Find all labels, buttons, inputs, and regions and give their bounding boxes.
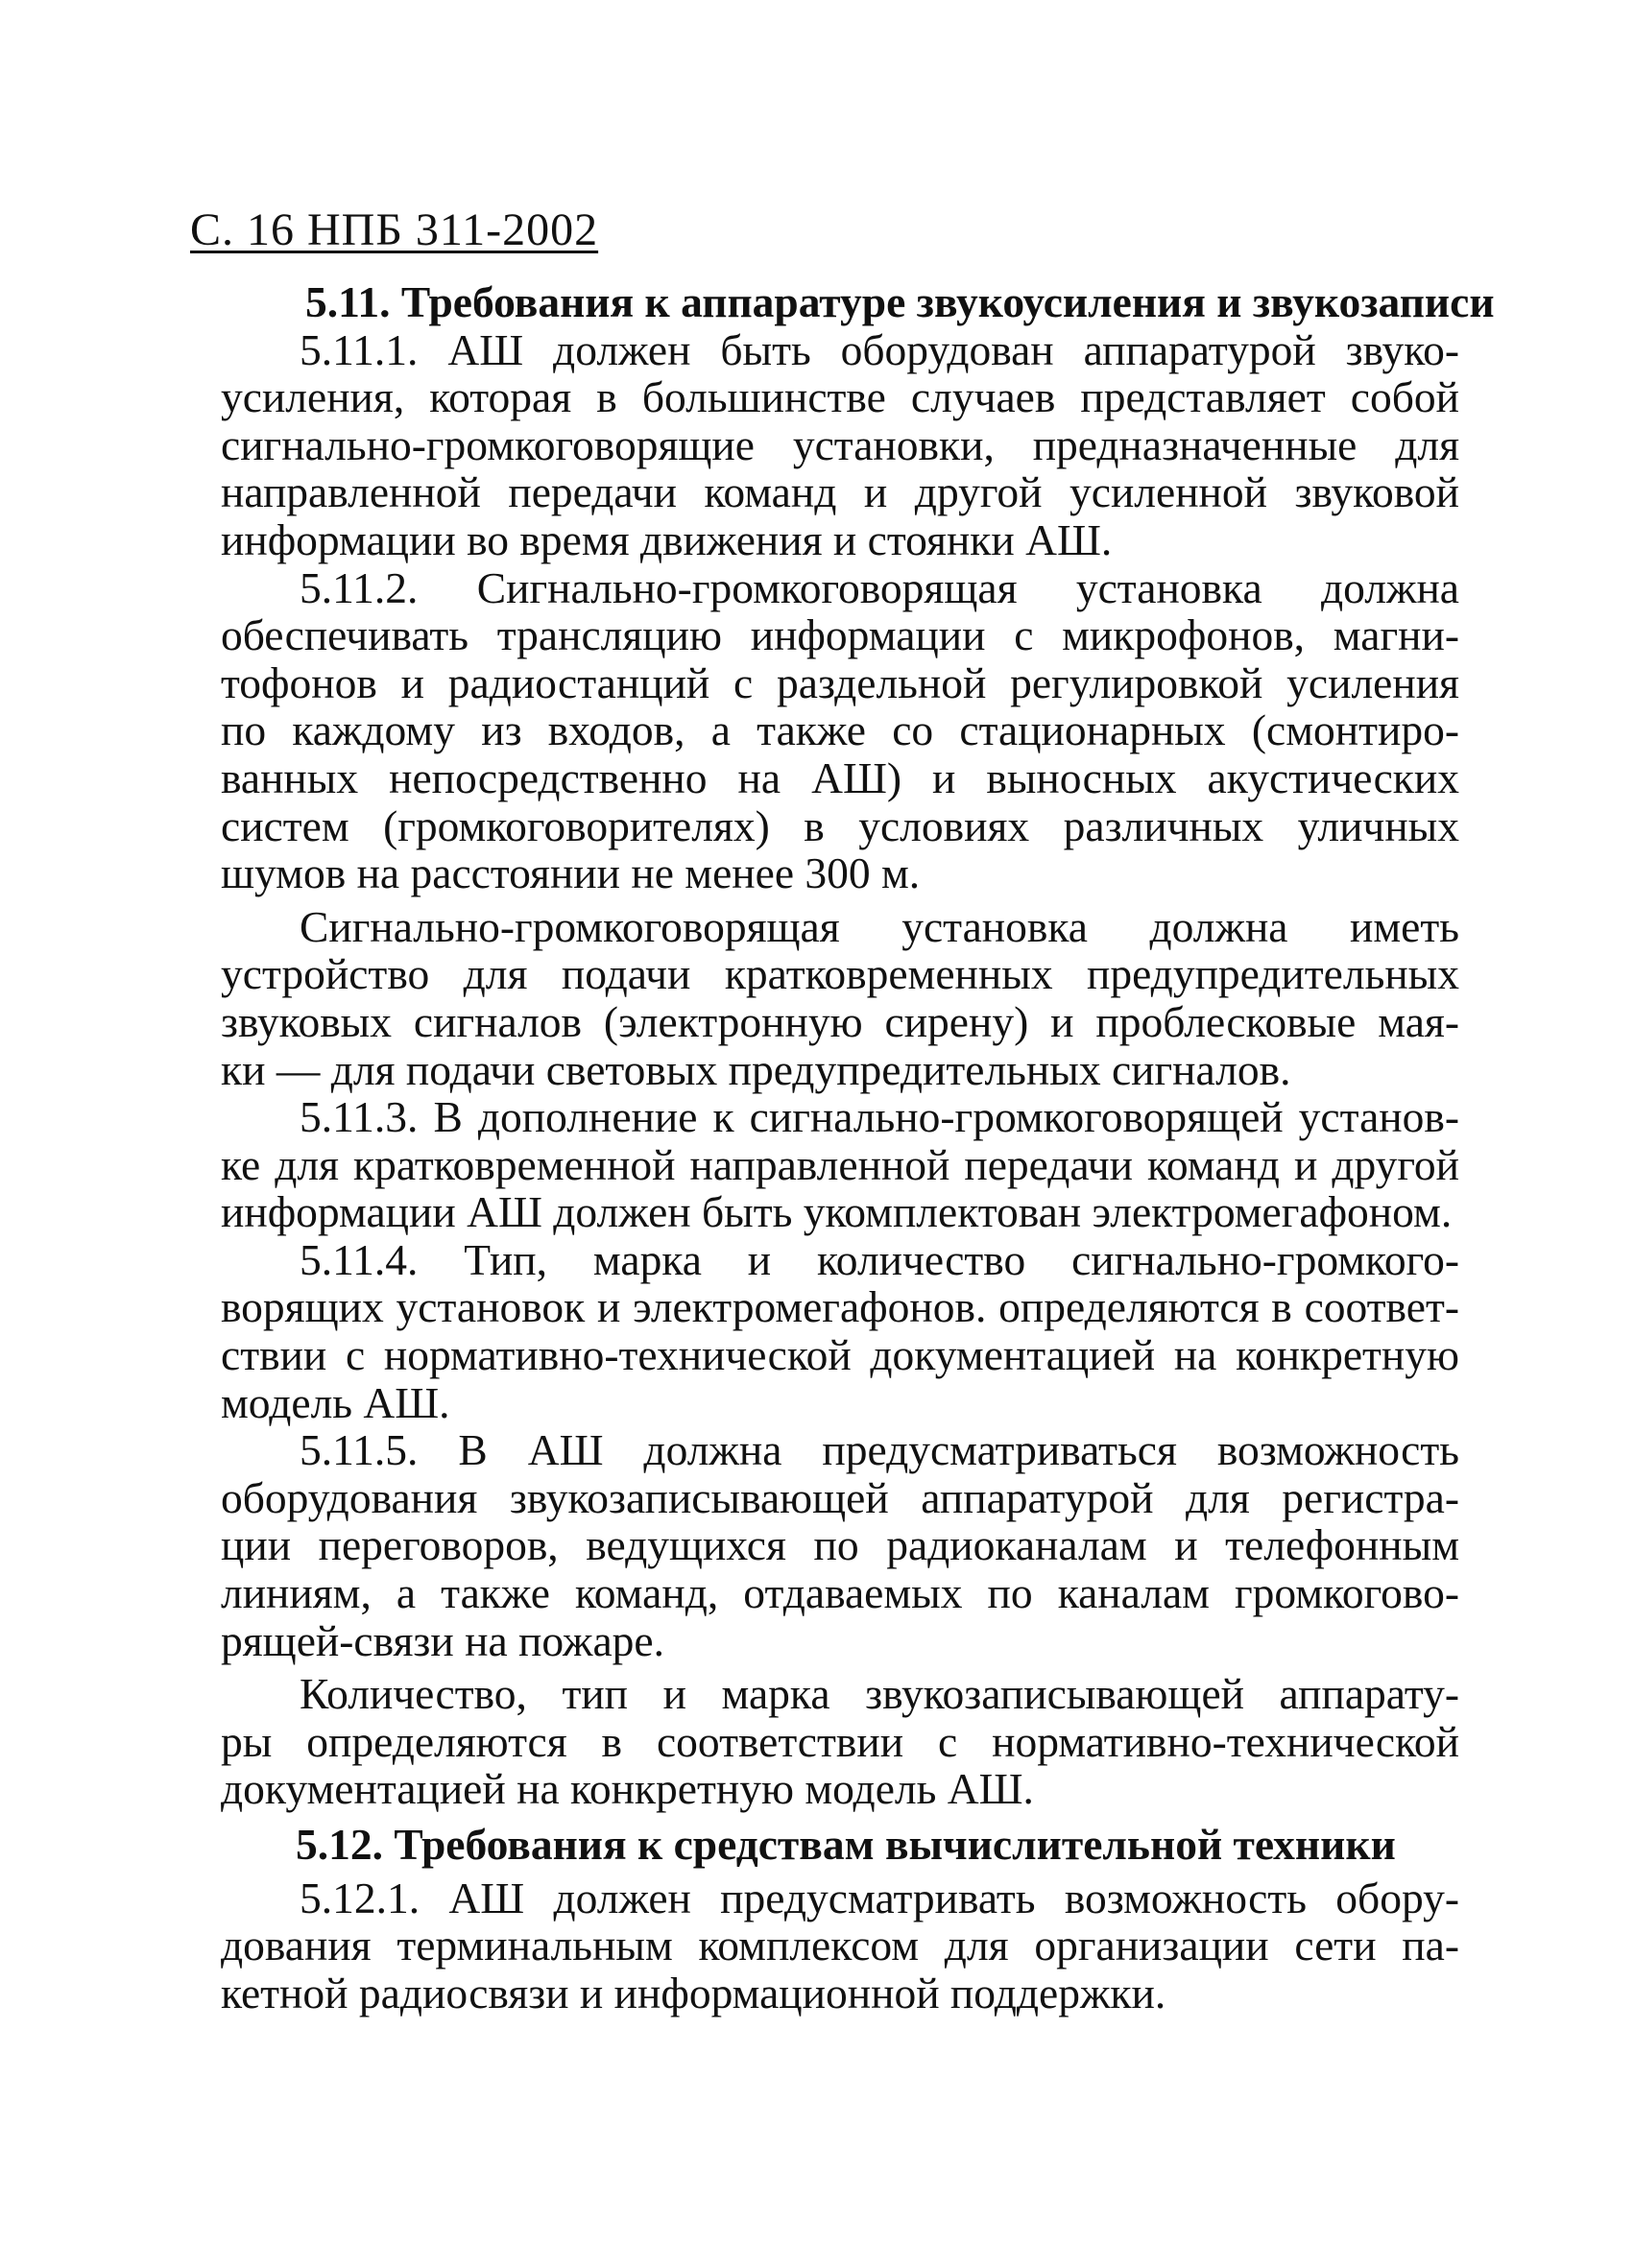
text-line: линиям, а также команд, отдаваемых по каналам громкогово- (221, 1568, 1459, 1618)
text-line: 5.11.5. В АШ должна предусматриваться возможность (300, 1425, 1459, 1475)
text-line: Сигнально-громкоговорящая установка должна иметь (300, 901, 1459, 951)
text-line: рящей-связи на пожаре. (221, 1615, 664, 1665)
paragraph-recorder-quantity (221, 1670, 1459, 1813)
text-line: дования терминальным комплексом для организации сети па- (221, 1921, 1459, 1970)
section-heading-5-11: 5.11. Требования к аппаратуре звукоусиления и звукозаписи (305, 277, 1495, 326)
text-line: по каждому из входов, а также со стационарных (смонтиро- (221, 705, 1459, 755)
paragraph-5-11-1 (221, 326, 1459, 564)
text-line: 5.11.1. АШ должен быть оборудован аппаратурой звуко- (300, 324, 1459, 374)
text-line: информации АШ должен быть укомплектован электромегафоном. (221, 1187, 1453, 1237)
running-header: С. 16 НПБ 311-2002 (190, 204, 599, 255)
text-line: сигнально-громкоговорящие установки, предназначенные для (221, 419, 1459, 469)
text-line: ке для кратковременной направленной передачи команд и другой (221, 1139, 1459, 1189)
text-line: кетной радиосвязи и информационной поддержки. (221, 1968, 1166, 2017)
paragraph-siren (221, 903, 1459, 1093)
paragraph-5-12-1 (221, 1874, 1459, 2017)
text-line: шумов на расстоянии не менее 300 м. (221, 848, 921, 898)
text-line: модель АШ. (221, 1377, 450, 1427)
paragraph-5-11-5 (221, 1426, 1459, 1664)
text-line: ции переговоров, ведущихся по радиоканалам и телефонным (221, 1520, 1459, 1570)
text-line: документацией на конкретную модель АШ. (221, 1764, 1034, 1814)
text-line: усиления, которая в большинстве случаев представляет собой (221, 372, 1459, 422)
text-line: обеспечивать трансляцию информации с микрофонов, магни- (221, 610, 1459, 660)
text-line: устройство для подачи кратковременных предупредительных (221, 949, 1459, 999)
text-line: 5.11.3. В дополнение к сигнально-громкоговорящей установ- (300, 1092, 1459, 1142)
text-line: звуковых сигналов (электронную сирену) и проблесковые мая- (221, 996, 1459, 1046)
text-line: 5.11.4. Тип, марка и количество сигнально-громкого- (300, 1234, 1459, 1284)
paragraph-5-11-3 (221, 1093, 1459, 1236)
text-line: ворящих установок и электромегафонов. определяются в соответ- (221, 1282, 1459, 1332)
text-line: тофонов и радиостанций с раздельной регулировкой усиления (221, 657, 1459, 707)
text-line: 5.11.2. Сигнально-громкоговорящая установка должна (300, 562, 1459, 612)
text-line: оборудования звукозаписывающей аппаратурой для регистра- (221, 1472, 1459, 1522)
text-line: ствии с нормативно-технической документацией на конкретную (221, 1330, 1459, 1380)
paragraph-5-11-2 (221, 564, 1459, 897)
paragraph-5-11-4 (221, 1236, 1459, 1426)
text-line: информации во время движения и стоянки АШ. (221, 514, 1113, 564)
text-line: ванных непосредственно на АШ) и выносных акустических (221, 752, 1459, 802)
page-body (221, 277, 1495, 2017)
text-line: Количество, тип и марка звукозаписывающей аппарату- (300, 1669, 1459, 1719)
text-line: направленной передачи команд и другой усиленной звуковой (221, 467, 1459, 517)
text-line: 5.12.1. АШ должен предусматривать возможность обору- (300, 1873, 1459, 1922)
text-line: ки — для подачи световых предупредительных сигналов. (221, 1044, 1291, 1094)
text-line: ры определяются в соответствии с нормативно-технической (221, 1716, 1459, 1766)
section-heading-5-12: 5.12. Требования к средствам вычислительной техники (296, 1820, 1396, 1869)
text-line: систем (громкоговорителях) в условиях различных уличных (221, 800, 1459, 850)
